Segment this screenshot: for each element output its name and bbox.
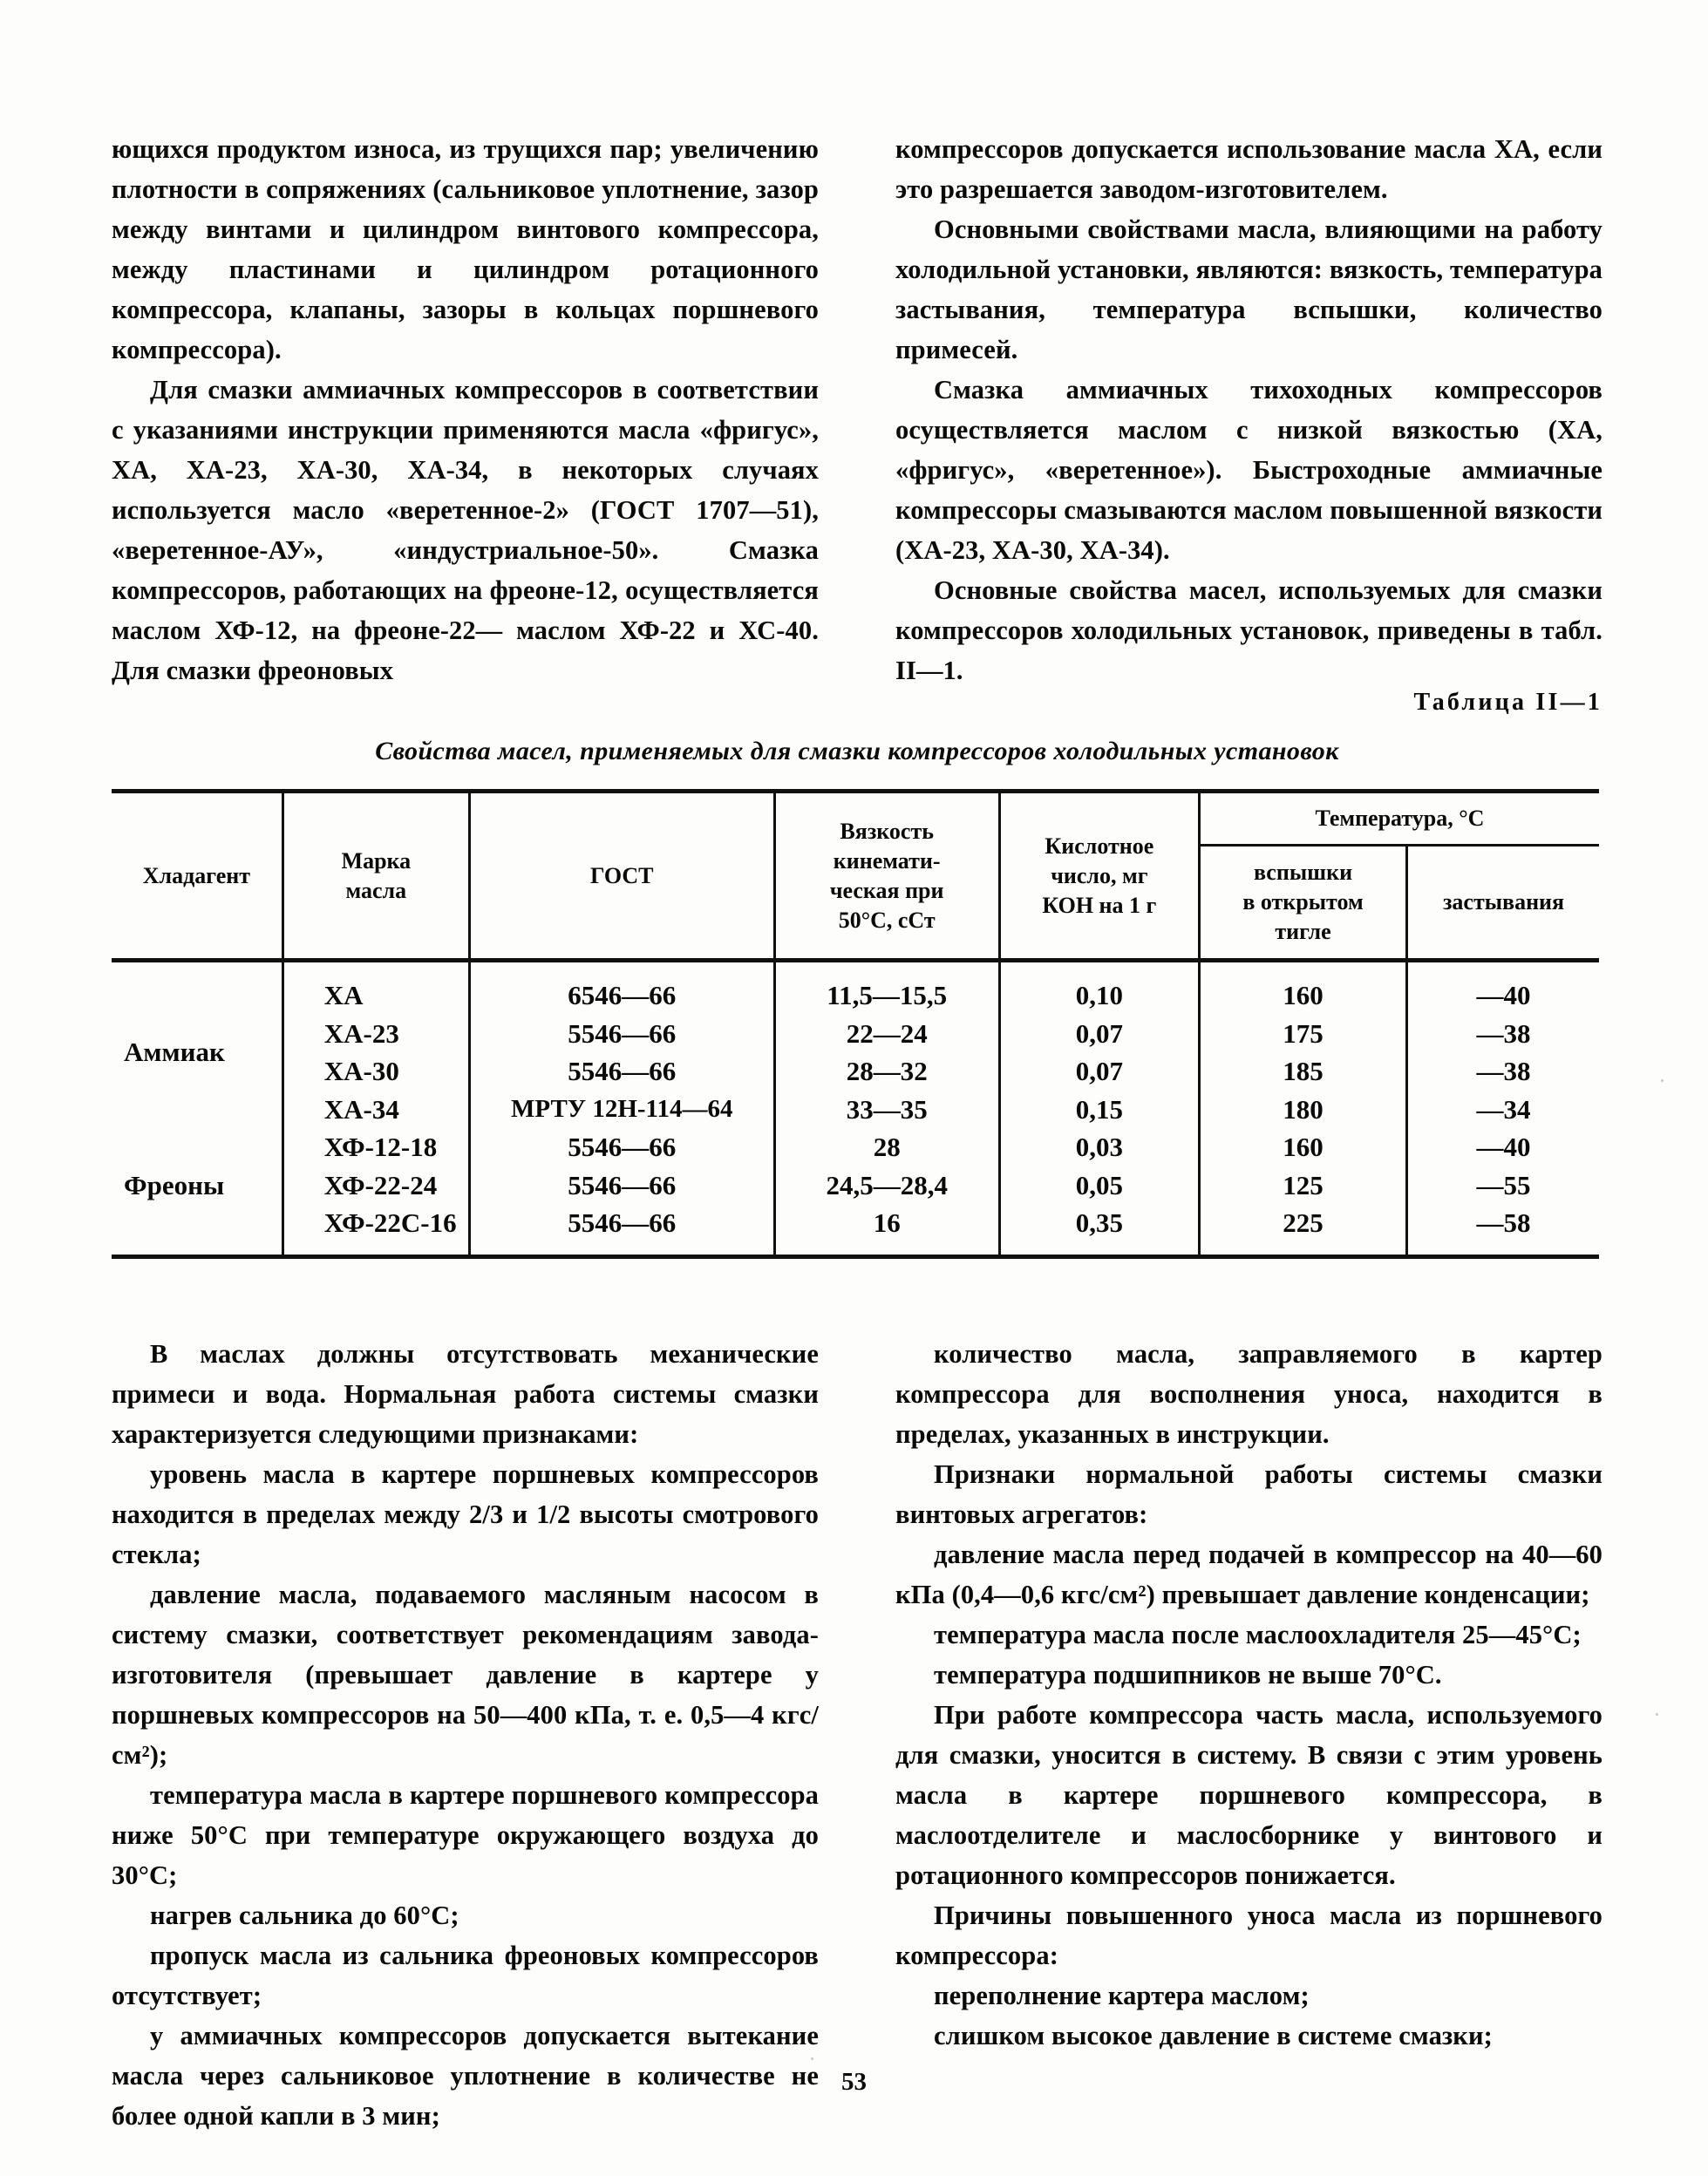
paragraph: переполнение картера маслом; — [934, 1981, 1310, 2010]
header-line: 50°C, cСт — [838, 907, 936, 933]
paragraph: Для смазки аммиачных компрессоров в соответствии с указаниями инструкции применяются масла «фригус», ХА, ХА-23, ХА-30, ХА-34, в некоторых случаях используется масло «веретенное-2» (ГОСТ 1707—51), «веретенное-АУ», «индустриальное-50». Смазка компрессоров, работающих на фреоне-12, осуществляется маслом ХФ-12, на фреоне-22— маслом ХФ-22 и ХС-40. Для смазки фреоновых — [112, 375, 819, 685]
header-row-group — [112, 793, 1599, 846]
paragraph: Смазка аммиачных тихоходных компрессоров осуществляется маслом с низкой вязкостью (ХА, «фригус», «веретенное»). Быстроходные аммиачные компрессоры смазываются маслом повышенной вязкости (ХА-23, ХА-30, ХА-34). — [895, 375, 1603, 565]
cell-acid-number: 0,15 — [999, 1091, 1199, 1129]
paragraph: уровень масла в картере поршневых компрессоров находится в пределах между 2/3 и 1/2 высоты смотрового стекла; — [112, 1459, 819, 1569]
cell-oil-grade: ХФ-22С-16 — [282, 1204, 469, 1242]
paragraph: В маслах должны отсутствовать механические примеси и вода. Нормальная работа системы смазки характеризуется следующими признаками: — [112, 1339, 819, 1449]
cell-pour-point: —55 — [1407, 1166, 1599, 1205]
paragraph: температура масла после маслоохладителя 25—45°C; — [934, 1620, 1582, 1649]
header-line: в открытом — [1242, 889, 1364, 915]
bottom-text-columns — [112, 1334, 1603, 2136]
cell-acid-number: 0,03 — [999, 1128, 1199, 1166]
header-line: число, мг — [1051, 862, 1148, 888]
column-header-gost: ГОСТ — [469, 793, 774, 961]
cell-pour-point: —58 — [1407, 1204, 1599, 1242]
column-header-refrigerant: Хладагент — [142, 862, 250, 888]
cell-oil-grade: ХА-34 — [282, 1091, 469, 1129]
cell-viscosity: 11,5—15,5 — [774, 976, 999, 1015]
cell-viscosity: 22—24 — [774, 1015, 999, 1053]
table-body — [112, 961, 1599, 1259]
cell-gost: 6546—66 — [469, 976, 774, 1015]
bottom-right-column — [895, 1334, 1603, 2136]
paragraph: температура подшипников не выше 70°C. — [934, 1660, 1442, 1690]
paragraph: компрессоров допускается использование масла ХА, если это разрешается заводом-изготовителем. — [895, 134, 1603, 204]
cell-gost: МРТУ 12Н-114—64 — [469, 1091, 774, 1129]
header-line: Марка — [341, 847, 412, 874]
paragraph: нагрев сальника до 60°C; — [150, 1901, 459, 1930]
header-line: кинемати- — [833, 847, 941, 874]
paragraph: давление масла, подаваемого масляным насосом в систему смазки, соответствует рекомендациям завода-изготовителя (превышает давление в картере у поршневых компрессоров на 50—400 кПа, т. е. 0,5—4 кгс/см²); — [112, 1580, 819, 1770]
cell-gost: 5546—66 — [469, 1204, 774, 1242]
paragraph: Основными свойствами масла, влияющими на работу холодильной установки, являются: вязкость, температура застывания, температура вспышки, количество примесей. — [895, 214, 1603, 364]
cell-oil-grade: ХФ-12-18 — [282, 1128, 469, 1166]
cell-gost: 5546—66 — [469, 1128, 774, 1166]
table-row — [112, 1091, 1599, 1129]
header-line: ческая при — [829, 877, 944, 903]
cell-flash-point: 160 — [1199, 976, 1406, 1015]
bottom-left-column — [112, 1334, 819, 2136]
cell-viscosity: 33—35 — [774, 1091, 999, 1129]
cell-flash-point: 185 — [1199, 1052, 1406, 1091]
paragraph: Основные свойства масел, используемых для смазки компрессоров холодильных установок, приведены в табл. II—1. — [895, 575, 1603, 685]
paragraph: количество масла, заправляемого в картер компрессора для восполнения уноса, находится в пределах, указанных в инструкции. — [895, 1339, 1603, 1449]
cell-viscosity: 28—32 — [774, 1052, 999, 1091]
paragraph: Признаки нормальной работы системы смазки винтовых агрегатов: — [895, 1459, 1603, 1529]
paragraph: температура масла в картере поршневого компрессора ниже 50°C при температуре окружающего воздуха до 30°C; — [112, 1780, 819, 1890]
table-row — [112, 976, 1599, 1015]
header-line: вспышки — [1253, 860, 1353, 885]
cell-viscosity: 28 — [774, 1128, 999, 1166]
cell-oil-grade: ХА-30 — [282, 1052, 469, 1091]
column-header-flash-point — [1199, 846, 1406, 961]
cell-flash-point: 160 — [1199, 1128, 1406, 1166]
header-line: Вязкость — [840, 818, 934, 844]
paragraph: слишком высокое давление в системе смазки; — [934, 2021, 1493, 2050]
cell-gost: 5546—66 — [469, 1052, 774, 1091]
header-line: КОН на 1 г — [1042, 892, 1157, 918]
column-header-viscosity — [774, 793, 999, 961]
paragraph: ющихся продуктом износа, из трущихся пар; увеличению плотности в сопряжениях (сальниковое уплотнение, зазор между винтами и цилиндром винтового компрессора, между пластинами и цилиндром ротационного компрессора, клапаны, зазоры в кольцах поршневого компрессора). — [112, 134, 819, 364]
top-text-columns — [112, 129, 1603, 690]
cell-acid-number: 0,10 — [999, 976, 1199, 1015]
cell-acid-number: 0,07 — [999, 1015, 1199, 1053]
scan-speckle — [1656, 1713, 1658, 1716]
table-number-label: Таблица II—1 — [1413, 689, 1603, 716]
table-row — [112, 1052, 1599, 1091]
table-bottom-pad — [112, 1242, 1599, 1257]
table-title: Свойства масел, применяемых для смазки компрессоров холодильных установок — [375, 737, 1339, 765]
top-left-column — [112, 129, 819, 690]
oil-properties-table-wrapper — [112, 789, 1599, 1259]
cell-oil-grade: ХА-23 — [282, 1015, 469, 1053]
cell-viscosity: 16 — [774, 1204, 999, 1242]
table-row — [112, 1015, 1599, 1053]
column-header-pour-point: застывания — [1407, 846, 1599, 961]
cell-flash-point: 125 — [1199, 1166, 1406, 1205]
cell-oil-grade: ХА — [282, 976, 469, 1015]
table-row — [112, 1204, 1599, 1242]
paragraph: давление масла перед подачей в компрессор на 40—60 кПа (0,4—0,6 кгс/см²) превышает давление конденсации; — [895, 1540, 1603, 1609]
header-line: Кислотное — [1045, 833, 1154, 859]
cell-pour-point: —40 — [1407, 976, 1599, 1015]
scan-speckle — [1661, 1079, 1664, 1082]
header-line: тигле — [1275, 919, 1331, 944]
cell-gost: 5546—66 — [469, 1166, 774, 1205]
cell-flash-point: 180 — [1199, 1091, 1406, 1129]
paragraph: у аммиачных компрессоров допускается вытекание масла через сальниковое уплотнение в количестве не более одной капли в 3 мин; — [112, 2021, 819, 2131]
header-line: масла — [345, 877, 407, 903]
cell-oil-grade: ХФ-22-24 — [282, 1166, 469, 1205]
page-number: 53 — [841, 2068, 867, 2096]
cell-pour-point: —40 — [1407, 1128, 1599, 1166]
cell-viscosity: 24,5—28,4 — [774, 1166, 999, 1205]
paragraph: пропуск масла из сальника фреоновых компрессоров отсутствует; — [112, 1941, 819, 2010]
cell-pour-point: —38 — [1407, 1015, 1599, 1053]
table-bottom-rule — [112, 1256, 1599, 1259]
table-row — [112, 1128, 1599, 1166]
table-row — [112, 1166, 1599, 1205]
oil-properties-table — [112, 789, 1599, 1259]
cell-flash-point: 225 — [1199, 1204, 1406, 1242]
cell-acid-number: 0,35 — [999, 1204, 1199, 1242]
table-header — [112, 792, 1599, 961]
scan-speckle — [811, 2057, 813, 2060]
column-header-oil-grade — [282, 793, 469, 961]
cell-gost: 5546—66 — [469, 1015, 774, 1053]
row-group-label-freons: Фреоны — [124, 1169, 225, 1200]
table-header-bottom-rule — [112, 961, 1599, 977]
cell-acid-number: 0,07 — [999, 1052, 1199, 1091]
column-header-temperature-group: Температура, °C — [1199, 793, 1599, 846]
paragraph: При работе компрессора часть масла, используемого для смазки, уносится в систему. В связи с этим уровень масла в картере поршневого компрессора, в маслоотделителе и маслосборнике у винтового и ротационного компрессоров понижается. — [895, 1700, 1603, 1890]
cell-acid-number: 0,05 — [999, 1166, 1199, 1205]
cell-pour-point: —34 — [1407, 1091, 1599, 1129]
paragraph: Причины повышенного уноса масла из поршневого компрессора: — [895, 1901, 1603, 1970]
top-right-column — [895, 129, 1603, 690]
column-header-acid-number — [999, 793, 1199, 961]
cell-pour-point: —38 — [1407, 1052, 1599, 1091]
row-group-label-ammonia: Аммиак — [124, 1037, 225, 1068]
cell-flash-point: 175 — [1199, 1015, 1406, 1053]
